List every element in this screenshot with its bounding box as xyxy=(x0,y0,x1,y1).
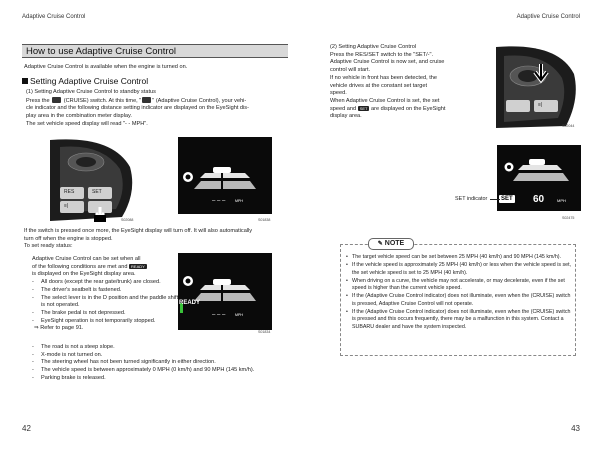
step2-line: vehicle drives at the constant set target xyxy=(330,82,428,89)
step2-line: Adaptive Cruise Control is now set, and cruise xyxy=(330,59,445,66)
condition-item: - The select lever is in the D position and the paddle shift is not operated. xyxy=(32,295,182,310)
ready-badge: READY xyxy=(131,263,145,269)
condition-item: - The steering wheel has not been turned significantly in either direction. xyxy=(32,359,297,367)
condition-item: - The brake pedal is not depressed. xyxy=(32,310,182,318)
step2-line-badge: speed and SET are displayed on the EyeSight xyxy=(330,105,446,112)
speed-dashes-2: – – – xyxy=(212,312,226,318)
after-figure-1-line2: turn off when the engine is stopped. xyxy=(24,235,113,242)
refer-page-link[interactable]: ⇒ Refer to page 91. xyxy=(34,325,84,332)
switch-label-right: ≡| xyxy=(538,102,543,108)
conditions-after-list xyxy=(32,344,297,383)
note-item: • If the (Adaptive Cruise Control indicator) does not illuminate, even when the (CRUISE) switch is pressed, Adaptive Cruise Control will not operate. xyxy=(346,293,572,308)
set-indicator-label: SET indicator xyxy=(455,196,488,202)
step2-line: If no vehicle in front has been detected, the xyxy=(330,74,437,81)
page-number-right: 43 xyxy=(571,424,580,433)
steering-switch-illustration xyxy=(42,137,139,223)
mph-label-2: MPH xyxy=(235,313,243,317)
cruise-switch-icon xyxy=(52,97,61,103)
note-item: • If the vehicle speed is approximately 25 MPH (40 km/h) or less when the vehicle speed is set, the set vehicle speed is set to 25 MPH (40 km/h). xyxy=(346,262,572,277)
step1-line3: play area in the combination meter display. xyxy=(26,113,132,120)
speed-dashes-1: – – – xyxy=(212,198,226,204)
step1-line4: The set vehicle speed display will read "- - MPH". xyxy=(26,120,148,127)
note-item: • When driving on a curve, the vehicle may not accelerate, or may decelerate, even if the set speed is higher than the current vehicle speed. xyxy=(346,278,572,293)
figure-code-2: S01834 xyxy=(258,330,271,334)
condition-item: - The vehicle speed is between approximately 0 MPH (0 km/h) and 90 MPH (145 km/h). xyxy=(32,367,297,375)
set-badge-inline: SET xyxy=(359,105,368,111)
figure-code-3: S02044 xyxy=(562,124,575,128)
condition-item: - The driver's seatbelt is fastened. xyxy=(32,287,182,295)
after-figure-1 xyxy=(24,228,294,251)
ready-status-title: To set ready status: xyxy=(24,243,73,250)
header-left: Adaptive Cruise Control xyxy=(22,14,86,20)
note-tab xyxy=(368,238,414,250)
page-title: How to use Adaptive Cruise Control xyxy=(22,44,288,58)
condition-item: - The road is not a steep slope. xyxy=(32,344,297,352)
step1-line1: Press the (CRUISE) switch. At this time, " " (Adaptive Cruise Control), your vehi- xyxy=(26,97,247,104)
note-list xyxy=(346,254,572,332)
ready-text-line1: Adaptive Cruise Control can be set when all xyxy=(32,256,141,262)
section-heading: Setting Adaptive Cruise Control xyxy=(22,76,148,88)
step1-line2: cle indicator and the following distance setting indicator are displayed on the EyeSight dis- xyxy=(26,105,249,112)
set-badge: SET xyxy=(501,196,513,202)
step2-line: control will start. xyxy=(330,67,371,74)
figure-code-4: S02475 xyxy=(562,216,575,220)
step2-line: speed. xyxy=(330,90,347,97)
ready-text-line2: of the following conditions are met and READY xyxy=(32,263,145,270)
condition-item: - EyeSight operation is not temporarily stopped. xyxy=(32,318,182,326)
switch-label-top-left: RES xyxy=(64,189,75,195)
step1-title: (1) Setting Adaptive Cruise Control to standby status xyxy=(26,89,156,95)
note-item: • If the (Adaptive Cruise Control indicator) does not illuminate, even when the (CRUISE) switch is pressed and this occurs frequently, there may be a malfunction in this system. Contact a SUBARU dealer and have the system inspected. xyxy=(346,309,572,331)
eyesight-display-3 xyxy=(497,145,581,211)
ready-display-text: READY xyxy=(179,300,201,306)
steering-switch-figure-2 xyxy=(486,44,578,130)
step2-line: When Adaptive Cruise Control is set, the set xyxy=(330,98,440,105)
conditions-after-block xyxy=(32,344,297,383)
square-bullet-icon xyxy=(22,78,28,84)
note-item: • The target vehicle speed can be set between 25 MPH (40 km/h) and 90 MPH (145 km/h). xyxy=(346,254,572,261)
eyesight-display-2 xyxy=(178,253,272,330)
set-speed-unit: MPH xyxy=(557,198,566,203)
conditions-list xyxy=(32,279,182,325)
set-speed-value: 60 xyxy=(533,194,545,205)
acc-indicator-icon xyxy=(142,97,151,103)
note-pencil-icon: ✎ xyxy=(377,241,383,247)
ready-conditions-block xyxy=(32,256,182,333)
mph-label-1: MPH xyxy=(235,199,243,203)
page-number-left: 42 xyxy=(22,424,31,433)
figure-code-1b: S01838 xyxy=(258,218,271,222)
step2-line: Press the RES/SET switch to the "SET/-". xyxy=(330,51,434,58)
step2-title: (2) Setting Adaptive Cruise Control xyxy=(330,44,417,50)
steering-switch-figure-1 xyxy=(42,137,139,223)
note-title: NOTE xyxy=(384,240,405,247)
eyesight-display-1 xyxy=(178,137,272,214)
switch-label-bottom-left: ≡| xyxy=(64,203,69,209)
header-right: Adaptive Cruise Control xyxy=(516,14,580,20)
condition-item: - All doors (except the rear gate/trunk) are closed. xyxy=(32,279,182,287)
after-figure-1-line1: If the switch is pressed once more, the EyeSight display will turn off. It will also automatically xyxy=(24,228,253,234)
condition-item: - X-mode is not turned on. xyxy=(32,352,297,360)
step2-block xyxy=(330,44,480,121)
condition-item: - Parking brake is released. xyxy=(32,375,297,383)
step1-block xyxy=(26,89,291,129)
set-indicator-leader-line xyxy=(490,199,500,200)
intro-text: Adaptive Cruise Control is available when the engine is turned on. xyxy=(24,64,188,70)
step2-line: display area. xyxy=(330,113,362,120)
ready-text-line3: is displayed on the EyeSight display area. xyxy=(32,271,136,278)
figure-code-1a: S02088 xyxy=(121,218,134,222)
steering-switch-illustration-2 xyxy=(486,44,578,130)
switch-label-top-right: SET xyxy=(92,189,102,195)
